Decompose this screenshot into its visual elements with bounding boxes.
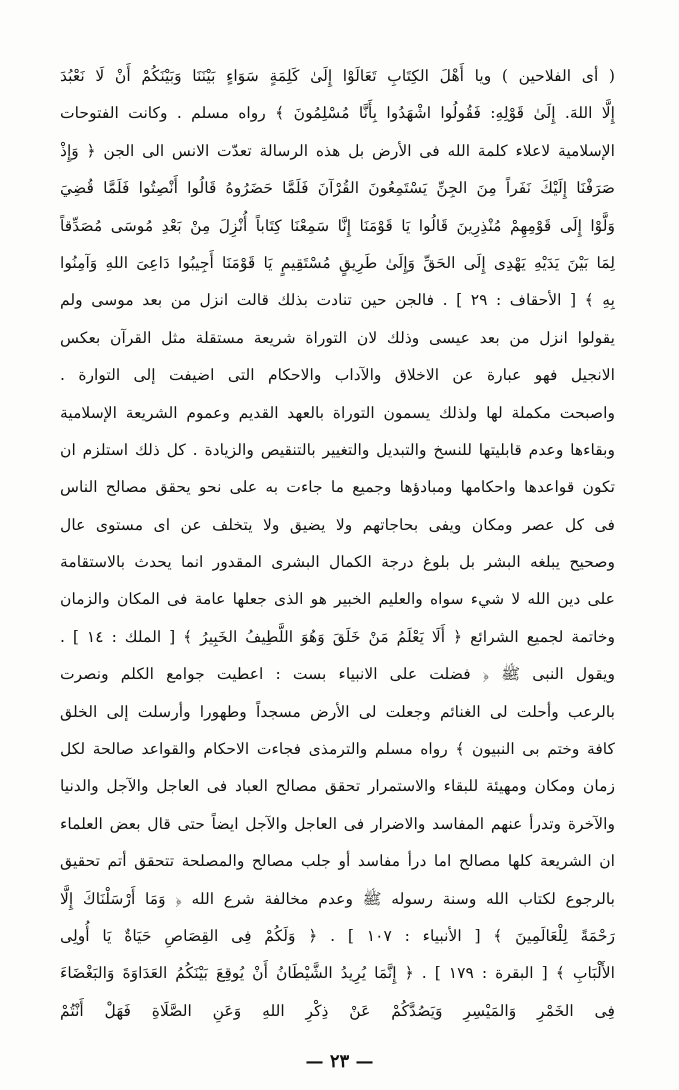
text-line: فِى الخَمْرِ وَالمَيْسِرِ وَيَصُدَّكُمْ عَنْ ذِكْرِ اللهِ وَعَنِ الصَّلَاةِ فَهَلْ أَنْتُمْ	[60, 1001, 615, 1020]
text-line: الإسلامية لاعلاء كلمة الله فى الأرض بل هذه الرسالة تعدّت الانس الى الجن ﴿ وَإِذْ	[60, 141, 615, 160]
body-text	[60, 58, 615, 1030]
text-line: على دين الله لا شيء سواه والعليم الخبير هو الذى جعلها عامة فى المكان والزمان	[60, 590, 615, 609]
text-line: بالرعب وأحلت لى الغنائم وجعلت لى الأرض مسجداً وطهورا وأرسلت إلى الخلق	[60, 702, 615, 721]
text-line: وخاتمة لجميع الشرائع ﴿ أَلَا يَعْلَمُ مَنْ خَلَقَ وَهُوَ اللَّطِيفُ الخَبِيرُ ﴾ [ الملك : ١٤ ] .	[60, 627, 615, 646]
text-line: إِلَّا اللهَ. إِلَىٰ قَوْلِهِ: فَقُولُوا اشْهَدُوا بِأَنَّا مُسْلِمُونَ ﴾ رواه مسلم . وكانت الفتوحات	[60, 104, 615, 123]
text-line: بِهِ ﴾ [ الأحقاف : ٢٩ ] . فالجن حين تنادت بذلك قالت انزل من بعد موسى ولم	[60, 291, 615, 310]
text-line: وبقاءها وعدم قابليتها للنسخ والتبديل والتغيير بالتنقيص والزيادة . كل ذلك استلزم ان	[60, 440, 615, 459]
text-line: ( أى الفلاحين ) ويا أَهْلَ الكِتَابِ تَعَالَوْا إِلَىٰ كَلِمَةٍ سَوَاءٍ بَيْنَنَا وَبَيْنَكُمْ أَنْ لَا نَعْبُدَ	[60, 67, 615, 85]
page-number: — ٢٣ —	[305, 1051, 374, 1072]
text-line: الانجيل فهو عبارة عن الاخلاق والآداب والاحكام التى اضيفت إلى التوارة .	[60, 366, 615, 385]
text-line: زمان ومكان ومهيئة للبقاء والاستمرار تحقق مصالح العباد فى العاجل والآجل والدنيا	[60, 777, 615, 796]
text-line: رَحْمَةً لِلْعَالَمِينَ ﴾ [ الأنبياء : ١٠٧ ] . ﴿ وَلَكُمْ فِى القِصَاصِ حَيَاةٌ يَا أُولِى	[60, 926, 615, 945]
text-line: ويقول النبى ﷺ ﴿ فضلت على الانبياء بست : اعطيت جوامع الكلم ونصرت	[60, 665, 615, 684]
text-line: بالرجوع لكتاب الله وسنة رسوله ﷺ وعدم مخالفة شرع الله ﴿ وَمَا أَرْسَلْنَاكَ إِلَّا	[60, 889, 615, 908]
text-line: لِمَا بَيْنَ يَدَيْهِ يَهْدِى إِلَى الحَقِّ وَإِلَىٰ طَرِيقٍ مُسْتَقِيمٍ يَا قَوْمَنَا أَجِيبُوا دَاعِىَ اللهِ وَآمِنُوا	[60, 253, 615, 272]
text-line: وصحيح يبلغه البشر بل بلوغ درجة الكمال البشرى المقدور انما يحدث بالاستقامة	[60, 553, 615, 572]
text-line: ان الشريعة كلها مصالح اما درأ مفاسد أو جلب مصالح والمصلحة تتحقق أتم تحقيق	[60, 852, 615, 871]
text-line: تكون قواعدها واحكامها ومبادؤها وجميع ما جاءت به على نحو يحقق مصالح الناس	[60, 478, 615, 497]
text-line: يقولوا انزل من بعد عيسى وذلك لان التوراة شريعة مستقلة مثل القرآن بعكس	[60, 328, 615, 347]
text-line: فى كل عصر ومكان ويفى بحاجاتهم ولا يضيق ولا يتخلف عن اى مستوى عال	[60, 515, 615, 534]
text-line: الأَلْبَابِ ﴾ [ البقرة : ١٧٩ ] . ﴿ إِنَّمَا يُرِيدُ الشَّيْطَانُ أَنْ يُوقِعَ بَيْنَكُمُ العَدَاوَةَ وَالبَغْضَاءَ	[60, 964, 615, 983]
text-line: صَرَفْنَا إِلَيْكَ نَفَراً مِنَ الجِنِّ يَسْتَمِعُونَ القُرْآنَ فَلَمَّا حَضَرُوهُ قَالُوا أَنْصِتُوا فَلَمَّا قُضِيَ	[60, 179, 615, 198]
text-line: والآخرة وتدرأ عنهم المفاسد والاضرار فى العاجل والآجل ايضاً حتى قال بعض العلماء	[60, 814, 615, 833]
text-line: واصبحت مكملة لها ولذلك يسمون التوراة بالعهد القديم وعموم الشريعة الإسلامية	[60, 403, 615, 422]
text-line: كافة وختم بى النبيون ﴾ رواه مسلم والترمذى فجاءت الاحكام والقواعد صالحة لكل	[60, 740, 615, 759]
text-line: وَلَّوْا إِلَى قَوْمِهِمْ مُنْذِرِينَ قَالُوا يَا قَوْمَنَا إِنَّا سَمِعْنَا كِتَاباً أُنْزِلَ مِنْ بَعْدِ مُوسَى مُصَدِّقاً	[60, 216, 615, 235]
